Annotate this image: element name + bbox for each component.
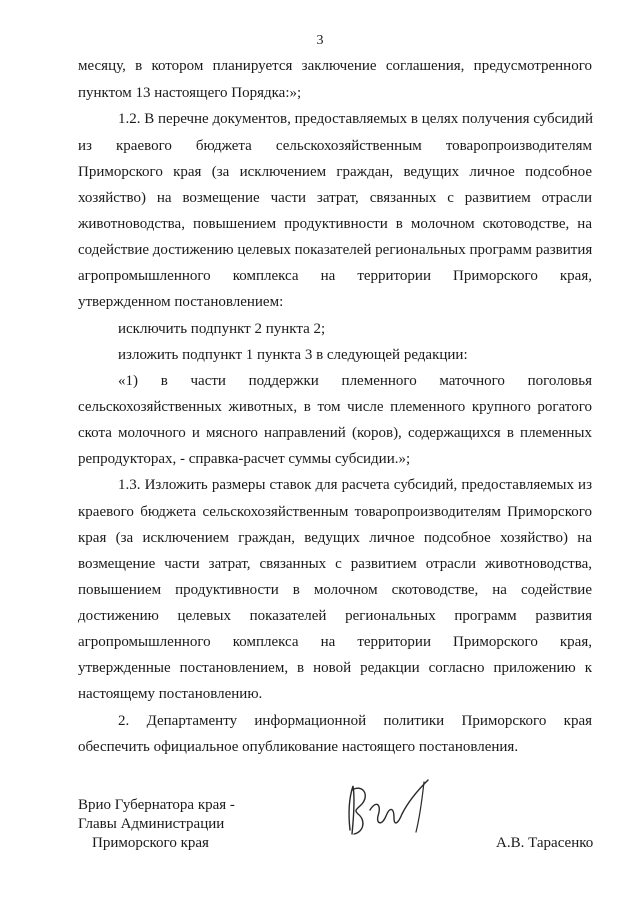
text-line: содействие достижению целевых показателей региональных программ развития [78,242,593,258]
text-line: 2. Департаменту информационной политики Приморского края [118,713,592,729]
text-line: животноводства, повышением продуктивности в молочном скотоводстве, на [78,216,592,232]
text-line: изложить подпункт 1 пункта 3 в следующей редакции: [118,347,468,363]
text-line: утвержденные постановлением, в новой редакции согласно приложению к [78,660,592,676]
text-line: настоящему постановлению. [78,686,263,702]
text-line: «1) в части поддержки племенного маточного поголовья [118,373,592,389]
text-line: агропромышленного комплекса на территории Приморского края, [78,268,592,284]
signatory-position-line-3: Приморского края [92,835,209,851]
text-line: из краевого бюджета сельскохозяйственным товаропроизводителям [78,138,592,154]
text-line: исключить подпункт 2 пункта 2; [118,321,326,337]
text-line: краевого бюджета сельскохозяйственным товаропроизводителям Приморского [78,504,592,520]
text-line: пунктом 13 настоящего Порядка:»; [78,85,302,101]
text-line: достижению целевых показателей региональных программ развития [78,608,592,624]
text-line: месяцу, в котором планируется заключение соглашения, предусмотренного [78,58,592,74]
signatory-name: А.В. Тарасенко [496,835,594,851]
text-line: Приморского края (за исключением граждан, ведущих личное подсобное [78,164,592,180]
text-line: хозяйство) на возмещение части затрат, связанных с развитием отрасли [78,190,592,206]
text-line: возмещение части затрат, связанных с развитием отрасли животноводства, [78,556,592,572]
handwritten-signature [336,770,446,850]
text-line: скота молочного и мясного направлений (коров), содержащихся в племенных [78,425,592,441]
text-line: повышением продуктивности в молочном скотоводстве, на содействие [78,582,592,598]
signatory-position-line-1: Врио Губернатора края - [78,797,235,813]
text-line: 1.3. Изложить размеры ставок для расчета субсидий, предоставляемых из [118,477,592,493]
text-line: 1.2. В перечне документов, предоставляемых в целях получения субсидий [118,111,594,127]
text-line: края (за исключением граждан, ведущих личное подсобное хозяйство) на [78,530,592,546]
text-line: агропромышленного комплекса на территории Приморского края, [78,634,592,650]
text-line: репродукторах, - справка-расчет суммы субсидии.»; [78,451,411,467]
text-line: сельскохозяйственных животных, в том числе племенного крупного рогатого [78,399,592,415]
page-number: 3 [316,33,324,48]
text-line: утвержденном постановлением: [78,294,284,310]
text-line: обеспечить официальное опубликование настоящего постановления. [78,739,519,755]
signatory-position-line-2: Главы Администрации [78,816,225,832]
